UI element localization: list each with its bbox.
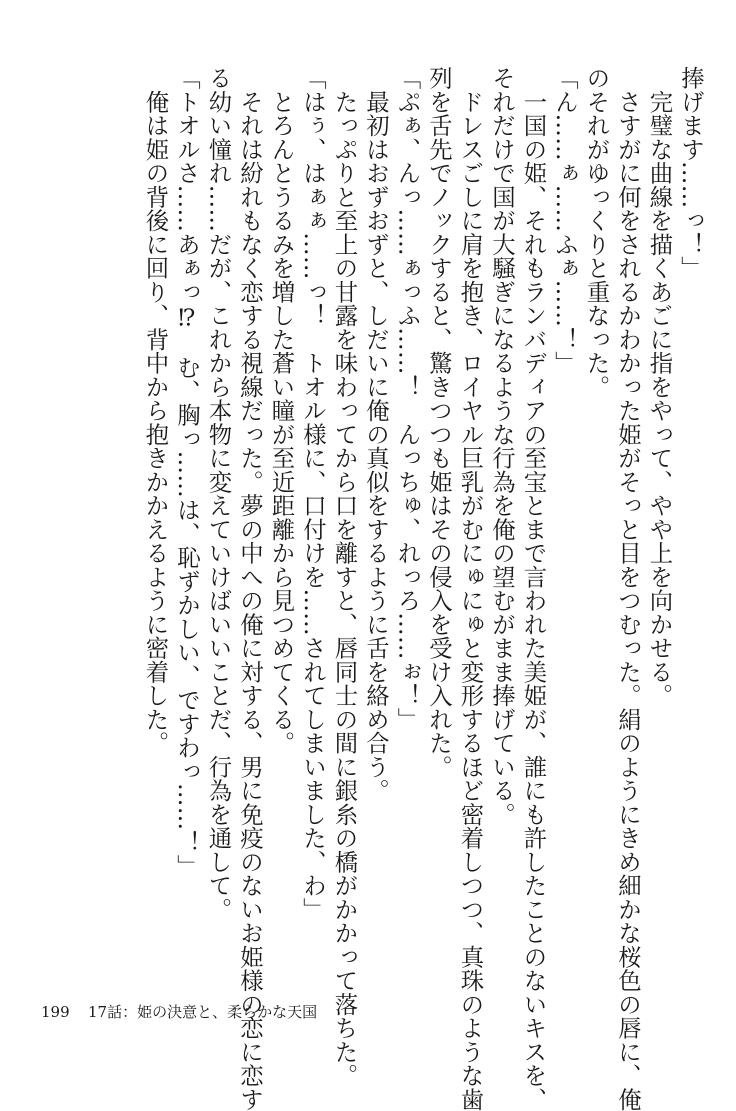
text-line: ドレスごしに肩を抱き、ロイヤル巨乳がむにゅにゅと変形するほど密着しつつ、真珠のような歯 (456, 66, 485, 1111)
text-line: る幼い憧れ……だが、これから本物に変えていけばいいことだ、行為を通して。 (204, 66, 233, 921)
text-line: 一国の姫、それもランバディアの至宝とまで言われた美姫が、誰にも許したことのないキスを、 (519, 66, 548, 1111)
page-footer (41, 1002, 317, 1022)
text-line: とろんとうるみを増した蒼い瞳が至近距離から見つめてくる。 (267, 66, 296, 755)
text-line: 俺は姫の背後に回り、背中から抱きかかえるように密着した。 (141, 66, 170, 755)
text-line: のそれがゆっくりと重なった。 (582, 66, 611, 399)
text-line: それは紛れもなく恋する視線だった。夢の中への俺に対する、男に免疫のないお姫様の恋に恋す (236, 66, 264, 1111)
text-line: 「ぷぁ、んっ……ぁっふ……！ んっちゅ、れっろ……ぉ！」 (393, 66, 422, 731)
page-number: 199 (41, 1003, 70, 1021)
text-line: 完璧な曲線を描くあごに指をやって、やや上を向かせる。 (645, 66, 674, 708)
text-line: 列を舌先でノックすると、驚きつつも姫はその侵入を受け入れた。 (425, 66, 453, 779)
text-line: さすがに何をされるかわかった姫がそっと目をつむった。絹のようにきめ細かな桜色の唇に、俺 (614, 66, 642, 1111)
text-line: たっぷりと至上の甘露を味わってから口を離すと、唇同士の間に銀糸の橋がかかって落ちた。 (330, 66, 359, 1088)
text-line: 最初はおずおずと、しだいに俺の真似をするように舌を絡め合う。 (362, 66, 390, 803)
text-line: 「トオルさ……あぁっ⁉ む、胸っ……は、恥ずかしい、ですわっ……！」 (173, 66, 201, 879)
text-line: 「ん……ぁ……ふぁ……！」 (551, 66, 579, 375)
text-line: 捧げます……っ！」 (677, 66, 705, 280)
text-line: 「はぅ、はぁぁ……っ！ トオル様に、口付けを……されてしまいました、わ」 (299, 66, 327, 921)
chapter-title: 17話：姫の決意と、柔らかな天国 (88, 1003, 318, 1021)
text-line: それだけで国が大騒ぎになるような行為を俺の望むがまま捧げている。 (488, 66, 516, 826)
